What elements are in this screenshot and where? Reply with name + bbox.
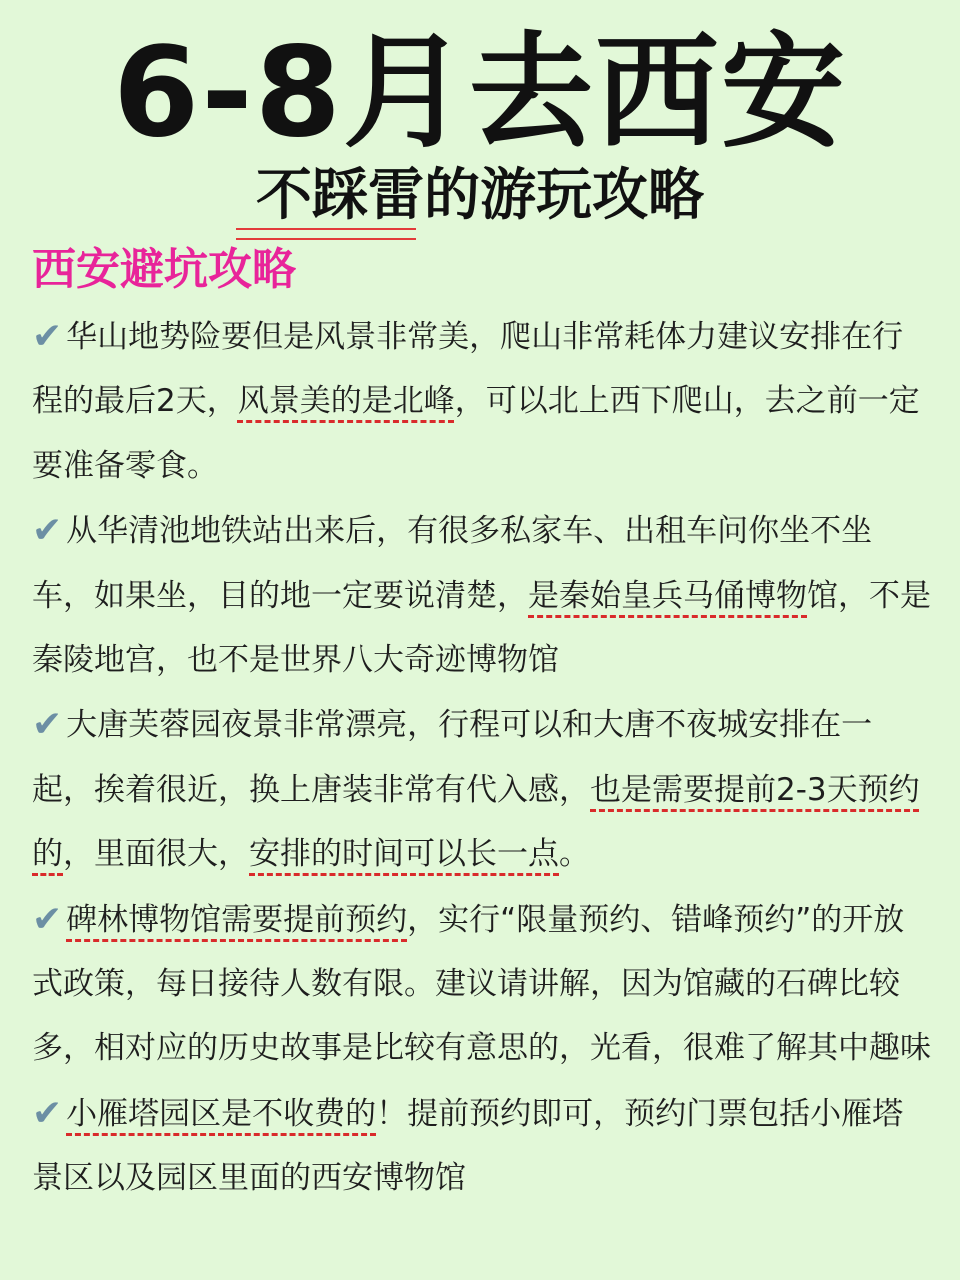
tip-paragraph bbox=[32, 498, 932, 692]
highlighted-text: 是秦始皇兵马俑博物 bbox=[528, 577, 807, 614]
check-mark-icon: ✔ bbox=[32, 316, 63, 357]
highlighted-text: 小雁塔园区是不收费的 bbox=[66, 1095, 377, 1132]
page-title: 6-8月去西安 bbox=[112, 21, 848, 165]
tip-paragraph bbox=[32, 1081, 932, 1211]
highlighted-text: 碑林博物馆需要提前预约 bbox=[66, 901, 408, 938]
tip-text: 馆，不是秦陵地宫，也不是世界八大奇迹博物馆 bbox=[32, 577, 931, 679]
highlighted-text: 也是需要提前2-3天预约的 bbox=[32, 771, 920, 873]
check-mark-icon: ✔ bbox=[32, 704, 63, 746]
tip-paragraph bbox=[32, 304, 932, 498]
tip-text: ！提前预约即可，预约门票包括小雁塔景区以及园区里面的西安博物馆 bbox=[32, 1095, 904, 1197]
tip-text: ，实行“限量预约、错峰预约”的开放式政策，每日接待人数有限。建议请讲解，因为馆藏的石碑比较多，相对应的历史故事是比较有意思的，光看，很难了解其中趣味 bbox=[32, 901, 931, 1067]
page-subtitle: 不踩雷的游玩攻略 bbox=[256, 163, 704, 228]
tip-text: 华山地势险要但是风景非常美，爬山非常耗体力建议安排在行程的最后2天， bbox=[32, 319, 904, 420]
section-heading: 西安避坑攻略 bbox=[32, 244, 296, 295]
tips-list bbox=[32, 304, 932, 1211]
check-mark-icon: ✔ bbox=[32, 1092, 63, 1134]
tip-text: 从华清池地铁站出来后，有很多私家车、出租车问你坐不坐车，如果坐，目的地一定要说清楚， bbox=[32, 513, 873, 614]
tip-paragraph bbox=[32, 887, 932, 1081]
check-mark-icon: ✔ bbox=[32, 898, 63, 940]
check-mark-icon: ✔ bbox=[32, 510, 63, 552]
tip-text: 。 bbox=[559, 836, 590, 873]
highlighted-text: 安排的时间可以长一点 bbox=[249, 836, 559, 873]
tip-text: ，里面很大， bbox=[63, 836, 249, 873]
tip-text: 大唐芙蓉园夜景非常漂亮，行程可以和大唐不夜城安排在一起，挨着很近，换上唐装非常有代入感， bbox=[32, 707, 873, 808]
tip-text: ，可以北上西下爬山，去之前一定要准备零食。 bbox=[32, 383, 920, 484]
highlighted-text: 风景美的是北峰 bbox=[237, 383, 455, 420]
tip-paragraph bbox=[32, 692, 932, 886]
